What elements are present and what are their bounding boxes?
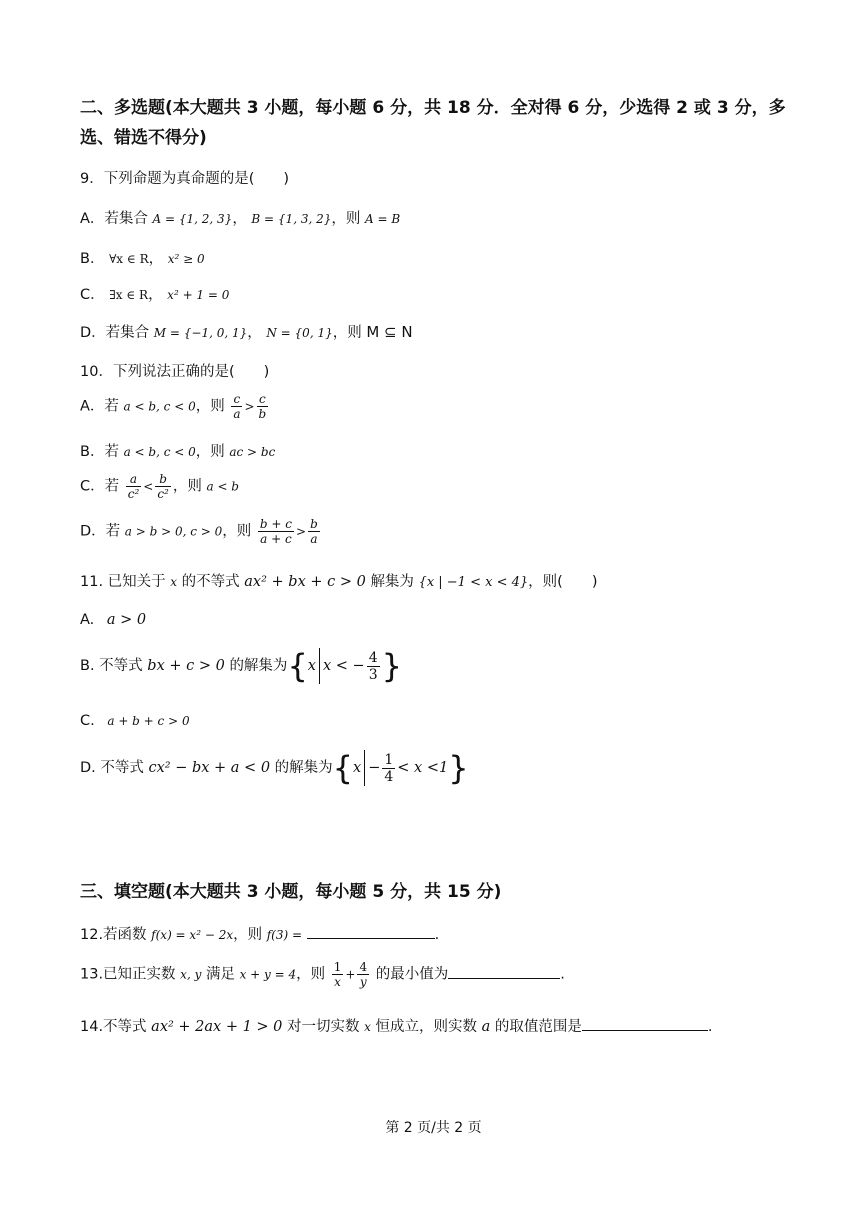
- section-heading-fill-blank: 三、填空题(本大题共 3 小题，每小题 5 分，共 15 分): [80, 882, 502, 902]
- math-op: +: [345, 967, 356, 982]
- question-9-stem: 9．下列命题为真命题的是( ): [80, 171, 290, 187]
- answer-blank[interactable]: [307, 924, 435, 939]
- q11-option-c: [80, 713, 190, 729]
- fraction: $\frac{1}{4}$: [384, 751, 394, 785]
- punct: ，则: [172, 478, 202, 495]
- stem-text: 的最小值为: [375, 966, 449, 983]
- q9-option-d: [80, 321, 413, 342]
- option-label: A．若集合: [80, 211, 148, 227]
- q11-option-b: [80, 648, 402, 684]
- punct: ，: [247, 325, 262, 341]
- math-expr: B = {1, 3, 2}: [251, 212, 332, 226]
- math-expr: N = {0, 1}: [266, 326, 333, 340]
- math-expr: < x <1: [397, 760, 449, 776]
- q10-option-c: [80, 472, 239, 501]
- question-14: [80, 1015, 713, 1036]
- option-label: B．: [80, 251, 105, 267]
- punct: ，则: [296, 966, 326, 983]
- math-op: >: [296, 524, 307, 539]
- punct: .: [434, 927, 440, 943]
- math-expr: a < b: [206, 479, 239, 494]
- math-expr: cx² − bx + a < 0: [148, 760, 271, 776]
- right-brace: }: [448, 749, 469, 787]
- math-expr: A = {1, 2, 3}: [152, 212, 233, 226]
- left-brace: {: [332, 749, 354, 787]
- math-expr: M = {−1, 0, 1}: [153, 326, 248, 340]
- option-label: C．若: [80, 478, 120, 495]
- page-footer: 第 2 页/共 2 页: [385, 1120, 482, 1136]
- math-var: x: [307, 658, 316, 674]
- math-var: x: [170, 575, 178, 589]
- punct: .: [707, 1019, 713, 1035]
- fraction: $\frac{b}{a}$: [310, 517, 318, 546]
- question-13: [80, 960, 565, 989]
- math-expr: x + y = 4: [239, 967, 297, 982]
- stem-text: 解集为: [370, 574, 414, 590]
- punct: ，则: [195, 398, 225, 415]
- q10-option-a: [80, 392, 270, 421]
- math-expr: ac > bc: [229, 445, 276, 459]
- option-label: D．若: [80, 523, 121, 540]
- option-label: C．: [80, 287, 105, 303]
- q9-option-a: [80, 207, 400, 228]
- fraction: $\frac{c}{a}$: [233, 392, 241, 421]
- option-label: B. 不等式: [80, 658, 143, 674]
- math-expr: A = B: [364, 212, 401, 226]
- math-var: x, y: [180, 967, 202, 982]
- stem-text: 恒成立，则实数: [375, 1019, 478, 1035]
- answer-blank[interactable]: [448, 964, 560, 979]
- q10-option-b: [80, 440, 275, 461]
- math-expr: a + b + c > 0: [107, 714, 190, 728]
- math-op: −: [368, 760, 381, 776]
- stem-text: 14.不等式: [80, 1019, 147, 1035]
- stem-text: 的取值范围是: [494, 1019, 582, 1035]
- fraction: $\frac{b}{\text{c²}}$: [157, 472, 169, 501]
- math-expr: f(3) =: [266, 928, 303, 942]
- set-bar: [364, 750, 365, 786]
- stem-text: ，则( ): [528, 574, 598, 590]
- option-label: D. 不等式: [80, 760, 144, 776]
- punct: ，: [148, 251, 164, 267]
- math-op: >: [244, 399, 255, 414]
- math-expr: ∀x ∈ R: [109, 252, 149, 266]
- math-expr: ax² + 2ax + 1 > 0: [151, 1019, 283, 1035]
- question-10-stem: 10．下列说法正确的是( ): [80, 364, 270, 380]
- punct: ，则: [195, 444, 225, 460]
- math-expr: x < −: [322, 658, 365, 674]
- option-label: A．若: [80, 398, 119, 415]
- math-var: x: [364, 1020, 371, 1034]
- section-heading-multiple-choice: 二、多选题(本大题共 3 小题，每小题 6 分，共 18 分．全对得 6 分，少选得 2 或 3 分，多选、错选不得分): [80, 98, 786, 148]
- q10-option-d: [80, 517, 322, 546]
- left-brace: {: [287, 647, 308, 685]
- option-label: D．若集合: [80, 325, 150, 341]
- math-expr: ∃x ∈ R: [109, 288, 149, 302]
- stem-text: 11. 已知关于: [80, 574, 166, 590]
- fraction: $\frac{4}{y}$: [359, 960, 368, 989]
- math-expr: a > b > 0, c > 0: [124, 524, 223, 539]
- fraction: $\frac{a}{\text{c²}}$: [127, 472, 140, 501]
- fraction: $\frac{4}{3}$: [368, 649, 378, 683]
- math-expr: M ⊆ N: [366, 323, 413, 341]
- punct: ，: [232, 211, 247, 227]
- q9-option-b: [80, 247, 205, 268]
- math-var: x: [353, 760, 362, 776]
- fraction: $\frac{b + c}{a + c}$: [259, 517, 292, 546]
- q9-option-c: [80, 283, 229, 304]
- punct: ，: [148, 287, 163, 303]
- stem-text: 的不等式: [181, 574, 240, 590]
- math-expr: f(x) = x² − 2x: [151, 928, 234, 942]
- punct: ，则: [222, 523, 252, 540]
- option-label: B．若: [80, 444, 119, 460]
- option-label: A.: [80, 612, 95, 628]
- question-11-stem: [80, 570, 597, 591]
- stem-text: 的解集为: [274, 760, 333, 776]
- math-op: <: [143, 479, 154, 494]
- math-expr: a < b, c < 0: [123, 445, 196, 459]
- stem-text: 12.若函数: [80, 927, 147, 943]
- stem-text: 满足: [205, 966, 235, 983]
- math-set: {x | −1 < x < 4}: [418, 575, 529, 590]
- set-bar: [319, 648, 320, 684]
- math-expr: x² + 1 = 0: [167, 288, 230, 302]
- fraction: $\frac{1}{x}$: [333, 960, 342, 989]
- math-expr: a < b, c < 0: [123, 399, 196, 414]
- question-12: [80, 923, 439, 944]
- stem-text: 对一切实数: [287, 1019, 360, 1035]
- right-brace: }: [381, 647, 402, 685]
- punct: ，则: [331, 211, 361, 227]
- option-label: C.: [80, 713, 95, 729]
- punct: ，则: [233, 927, 263, 943]
- answer-blank[interactable]: [582, 1016, 708, 1031]
- punct: .: [560, 966, 565, 983]
- punct: ，则: [332, 325, 362, 341]
- math-expr: ax² + bx + c > 0: [244, 574, 366, 590]
- math-expr: x² ≥ 0: [167, 252, 205, 266]
- q11-option-d: [80, 750, 469, 786]
- math-expr: bx + c > 0: [147, 658, 225, 674]
- q11-option-a: [80, 612, 146, 628]
- fraction: $\frac{c}{b}$: [258, 392, 267, 421]
- math-var: a: [481, 1019, 491, 1035]
- stem-text: 的解集为: [229, 658, 288, 674]
- stem-text: 13.已知正实数: [80, 966, 176, 983]
- math-expr: a > 0: [106, 612, 147, 628]
